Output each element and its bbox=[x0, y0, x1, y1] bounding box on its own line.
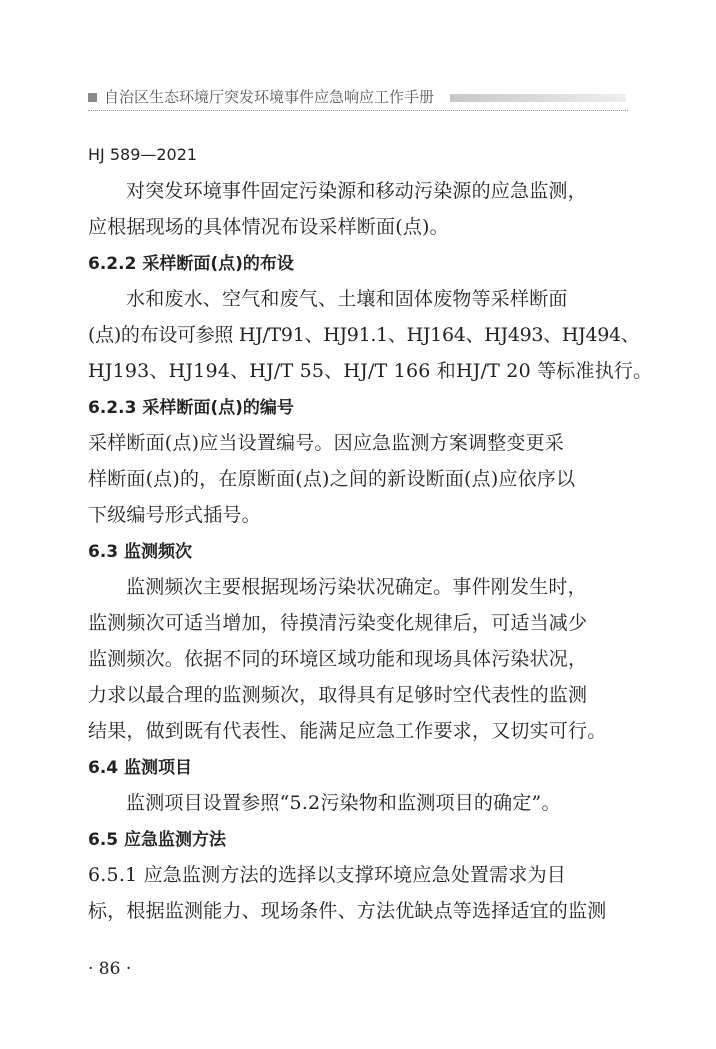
paragraph-line: 采样断面(点)应当设置编号。因应急监测方案调整变更采 bbox=[88, 432, 565, 454]
paragraph-line: 结果，做到既有代表性、能满足应急工作要求，又切实可行。 bbox=[88, 720, 607, 742]
section-heading-6-3: 6.3 监测频次 bbox=[88, 542, 193, 562]
section-heading-6-4: 6.4 监测项目 bbox=[88, 758, 193, 778]
paragraph-line: (点)的布设可参照 HJ/T91、HJ91.1、HJ164、HJ493、HJ494、 bbox=[88, 324, 640, 346]
section-heading-6-5: 6.5 应急监测方法 bbox=[88, 830, 227, 850]
paragraph-line: 下级编号形式插号。 bbox=[88, 504, 261, 526]
running-header bbox=[88, 86, 628, 112]
paragraph-line: 监测频次。依据不同的环境区域功能和现场具体污染状况， bbox=[88, 648, 588, 670]
page-number: · 86 · bbox=[88, 959, 132, 979]
header-dotted-rule bbox=[88, 110, 628, 111]
paragraph-line: 监测频次可适当增加，待摸清污染变化规律后，可适当减少 bbox=[88, 612, 588, 634]
header-title: 自治区生态环境厅突发环境事件应急响应工作手册 bbox=[104, 88, 435, 106]
paragraph-line: 监测项目设置参照“5.2污染物和监测项目的确定”。 bbox=[126, 792, 561, 814]
paragraph-line: 力求以最合理的监测频次，取得具有足够时空代表性的监测 bbox=[88, 684, 588, 706]
paragraph-line: 应根据现场的具体情况布设采样断面(点)。 bbox=[88, 216, 449, 238]
standard-code: HJ 589—2021 bbox=[88, 145, 198, 164]
paragraph-line: 6.5.1 应急监测方法的选择以支撑环境应急处置需求为目 bbox=[88, 864, 566, 886]
section-heading-6-2-3: 6.2.3 采样断面(点)的编号 bbox=[88, 398, 294, 418]
paragraph-line: 对突发环境事件固定污染源和移动污染源的应急监测， bbox=[126, 180, 587, 202]
paragraph-line: 水和废水、空气和废气、土壤和固体废物等采样断面 bbox=[126, 288, 568, 310]
header-square-marker bbox=[88, 93, 97, 102]
paragraph-line: 样断面(点)的，在原断面(点)之间的新设断面(点)应依序以 bbox=[88, 468, 576, 490]
header-gradient-bar bbox=[450, 94, 626, 102]
paragraph-line: 监测频次主要根据现场污染状况确定。事件刚发生时， bbox=[126, 576, 587, 598]
paragraph-line: HJ193、HJ194、HJ/T 55、HJ/T 166 和HJ/T 20 等标准执行。 bbox=[88, 360, 653, 382]
paragraph-line: 标，根据监测能力、现场条件、方法优缺点等选择适宜的监测 bbox=[88, 900, 607, 922]
section-heading-6-2-2: 6.2.2 采样断面(点)的布设 bbox=[88, 254, 294, 274]
